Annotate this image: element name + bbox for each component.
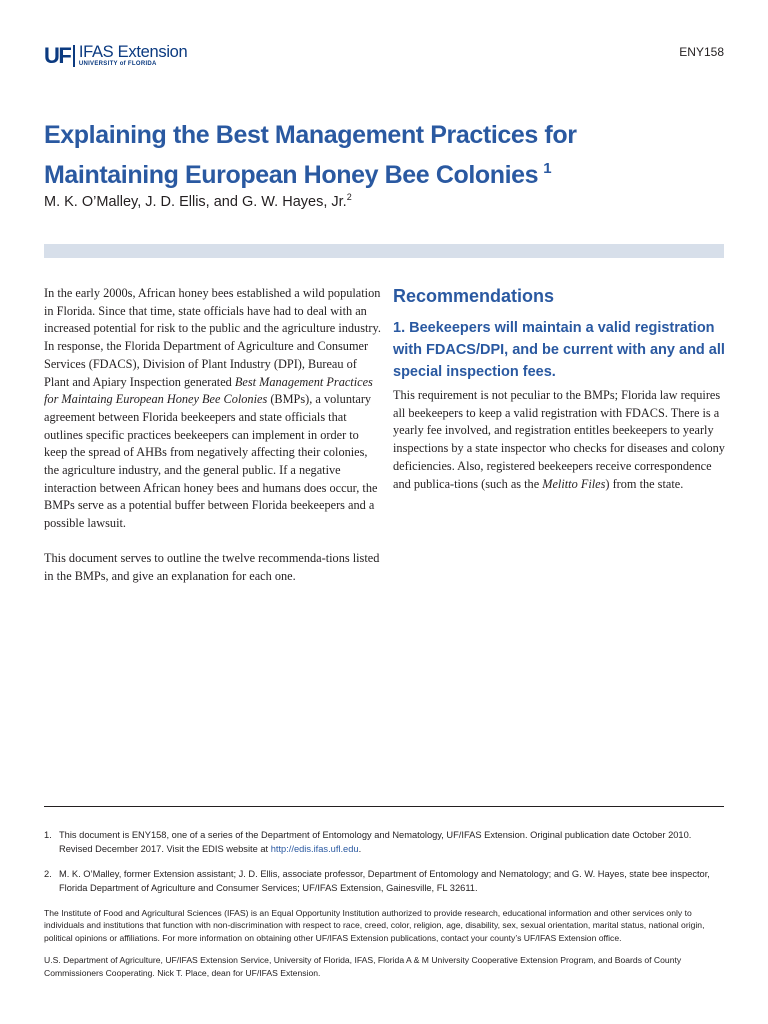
bmp-title-italic: Best Management Practices for Maintaing European Honey Bee Colonies xyxy=(44,374,373,407)
intro-text-2: (BMPs), a voluntary agreement between Florida beekeepers and state officials that outlines specific practices beekeepers can implement in order to keep the spread of AHBs from negatively affecting their colonies, the agriculture industry, and the general public. If a negative interaction between African honey bees and humans does occur, the BMPs serve as a potential buffer between Florida beekeepers and a possible lawsuit. xyxy=(44,392,378,531)
logo-university: UNIVERSITY of FLORIDA xyxy=(78,61,157,67)
document-id: ENY158 xyxy=(679,45,724,59)
footnote-2 xyxy=(44,868,724,895)
footnote-1-text: This document is ENY158, one of a series of the Department of Entomology and Nematology, UF/IFAS Extension. Original publication date October 2010. Revised December 2017. Visit the EDIS website at xyxy=(59,830,692,854)
purpose-paragraph: This document serves to outline the twelve recommenda-tions listed in the BMPs, and give an explanation for each one. xyxy=(44,550,380,583)
edis-website-link[interactable]: http://edis.ifas.ufl.edu xyxy=(270,843,359,854)
rec1-text-1: This requirement is not peculiar to the BMPs; Florida law requires all beekeepers to keep a valid registration with FDACS. There is a yearly fee involved, and registration entitles beekeepers to yearly inspections by a state inspector who checks for diseases and colony deficiencies. Also, registered beekeepers receive correspondence and publica-tions (such as the xyxy=(393,388,725,491)
uf-ifas-logo xyxy=(44,44,187,70)
title-line-1: Explaining the Best Management Practices for xyxy=(44,121,577,149)
authors xyxy=(44,192,352,210)
intro-text-1: In the early 2000s, African honey bees established a wild population in Florida. Since that time, state officials have had to deal with an increased potential for risk to the public and the agriculture industry. In response, the Florida Department of Agriculture and Consumer Services (FDACS), Division of Plant Industry (DPI), Bureau of Plant and Apiary Inspection generated xyxy=(44,286,381,389)
footnote-2-text: M. K. O’Malley, former Extension assistant; J. D. Ellis, associate professor, Department of Entomology and Nematology; and G. W. Hayes, state bee inspector, Florida Department of Agriculture and Consumer Services; UF/IFAS Extension, Gainesville, FL 32611. xyxy=(59,869,710,893)
footnotes xyxy=(44,829,724,989)
logo-ifas-extension: IFAS Extension xyxy=(78,43,188,61)
title-line-2: Maintaining European Honey Bee Colonies xyxy=(44,161,539,189)
recommendations-heading: Recommendations xyxy=(393,286,555,306)
recommendation-1-paragraph xyxy=(393,387,729,493)
authors-text: M. K. O’Malley, J. D. Ellis, and G. W. Hayes, Jr. xyxy=(44,194,347,210)
rec1-text-2: ) from the state. xyxy=(605,476,684,491)
page-title xyxy=(44,118,684,192)
footnote-rule xyxy=(44,806,724,807)
footnote-1-body xyxy=(59,829,724,856)
header-divider-bar xyxy=(44,244,724,258)
equal-opportunity-statement: The Institute of Food and Agricultural Sciences (IFAS) is an Equal Opportunity Institution authorized to provide research, educational information and other services only to individuals and institutions that function with non-discrimination with respect to race, creed, color, religion, age, disability, sex, sexual orientation, marital status, national origin, political opinions or affiliations. For more information on obtaining other UF/IFAS Extension publications, contact your county’s UF/IFAS Extension office. xyxy=(44,908,705,943)
left-column xyxy=(44,285,382,602)
title-footnote-mark: 1 xyxy=(543,160,552,177)
logo-separator xyxy=(73,45,75,67)
right-column xyxy=(393,285,729,493)
footnote-1 xyxy=(44,829,724,856)
footnote-1-number: 1. xyxy=(44,830,52,840)
recommendation-1-heading: 1. Beekeepers will maintain a valid registration with FDACS/DPI, and be current with any and all special inspection fees. xyxy=(393,320,725,380)
logo-text xyxy=(79,44,188,68)
authors-footnote-mark: 2 xyxy=(346,192,352,202)
footnote-1-period: . xyxy=(358,843,362,854)
melitto-files-italic: Melitto Files xyxy=(542,476,606,491)
intro-paragraph xyxy=(44,285,382,533)
footnote-2-number: 2. xyxy=(44,869,52,879)
usda-statement: U.S. Department of Agriculture, UF/IFAS Extension Service, University of Florida, IFAS, Florida A & M University Cooperative Extension Program, and Boards of County Commissioners Cooperating. Nick T. Place, dean for UF/IFAS Extension. xyxy=(44,955,682,978)
uf-logo-mark: UF xyxy=(44,43,71,68)
